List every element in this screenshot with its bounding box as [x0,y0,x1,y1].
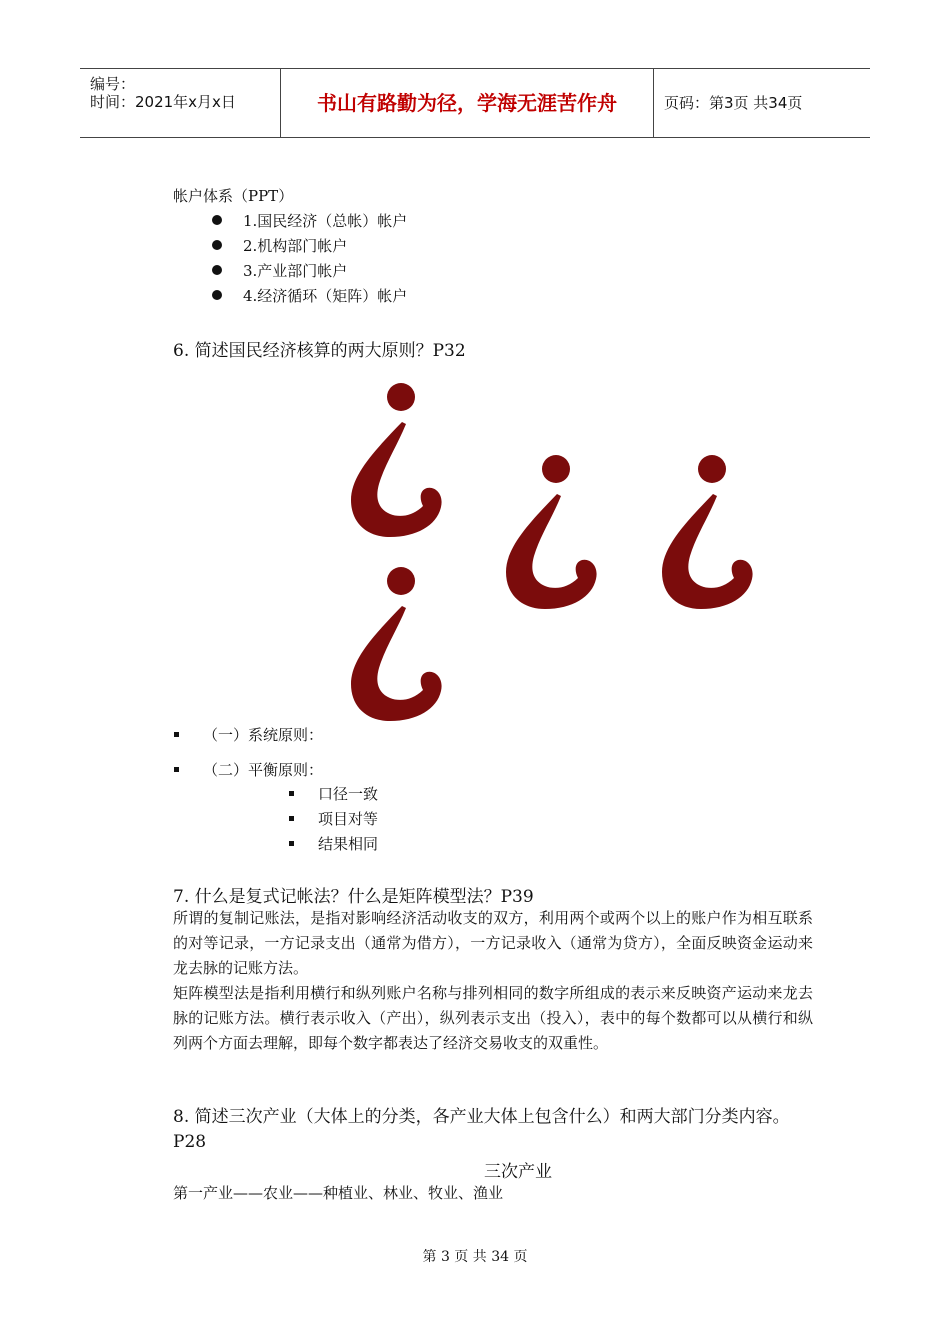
account-item: 1.国民经济（总帐）帐户 [243,212,408,230]
matrix-model-paragraph: 矩阵模型法是指利用横行和纵列账户名称与排列相同的数字所组成的表示来反映资产运动来龙去脉的记账方法。横行表示收入（产出），纵列表示支出（投入），表中的每个数都可以从横行和纵列两个方面去理解，即每个数字都表达了经济交易收支的双重性。 [173,984,813,1052]
bullet-icon [212,215,222,225]
balance-sub-item: 结果相同 [318,835,379,853]
inverted-question-mark-icon [495,452,605,612]
principle-balance: （二）平衡原则： [203,761,324,779]
account-item: 4.经济循环（矩阵）帐户 [243,287,408,305]
question-7-heading: 7. 什么是复式记帐法？什么是矩阵模型法？P39 [173,887,534,907]
header-meta-cell [80,69,281,137]
balance-sub-item: 项目对等 [318,810,379,828]
account-item: 2.机构部门帐户 [243,237,348,255]
bullet-icon [212,265,222,275]
question-8-heading: 8. 简述三次产业（大体上的分类，各产业大体上包含什么）和两大部门分类内容。P28 [173,1107,790,1152]
question-7-answer [173,906,813,1056]
account-item: 3.产业部门帐户 [243,262,348,280]
primary-industry-line: 第一产业——农业——种植业、林业、牧业、渔业 [173,1184,504,1202]
balance-sub-item: 口径一致 [318,785,379,803]
question-6-heading: 6. 简述国民经济核算的两大原则？P32 [173,341,466,361]
square-bullet-icon [289,816,294,821]
inverted-question-mark-icon [340,564,450,724]
principle-system: （一）系统原则： [203,726,324,744]
square-bullet-icon [174,767,179,772]
inverted-question-mark-icon [340,380,450,540]
bullet-icon [212,290,222,300]
square-bullet-icon [174,732,179,737]
double-entry-paragraph: 所谓的复制记账法，是指对影响经济活动收支的双方，利用两个或两个以上的账户作为相互联系的对等记录，一方记录支出（通常为借方），一方记录收入（通常为贷方），全面反映资金运动来龙去脉的记账方法。 [173,909,813,977]
number-label: 编号： [90,75,136,93]
three-industries-subtitle: 三次产业 [484,1162,552,1182]
header-page-info: 页码：第3页 共34页 [664,94,803,112]
accounts-title: 帐户体系（PPT） [173,187,294,205]
date-label: 时间：2021年x月x日 [90,93,236,111]
square-bullet-icon [289,791,294,796]
page-footer: 第 3 页 共 34 页 [422,1249,528,1265]
bullet-icon [212,240,222,250]
inverted-question-mark-icon [651,452,761,612]
header-motto: 书山有路勤为径，学海无涯苦作舟 [281,69,654,137]
square-bullet-icon [289,841,294,846]
page-header [80,68,870,138]
